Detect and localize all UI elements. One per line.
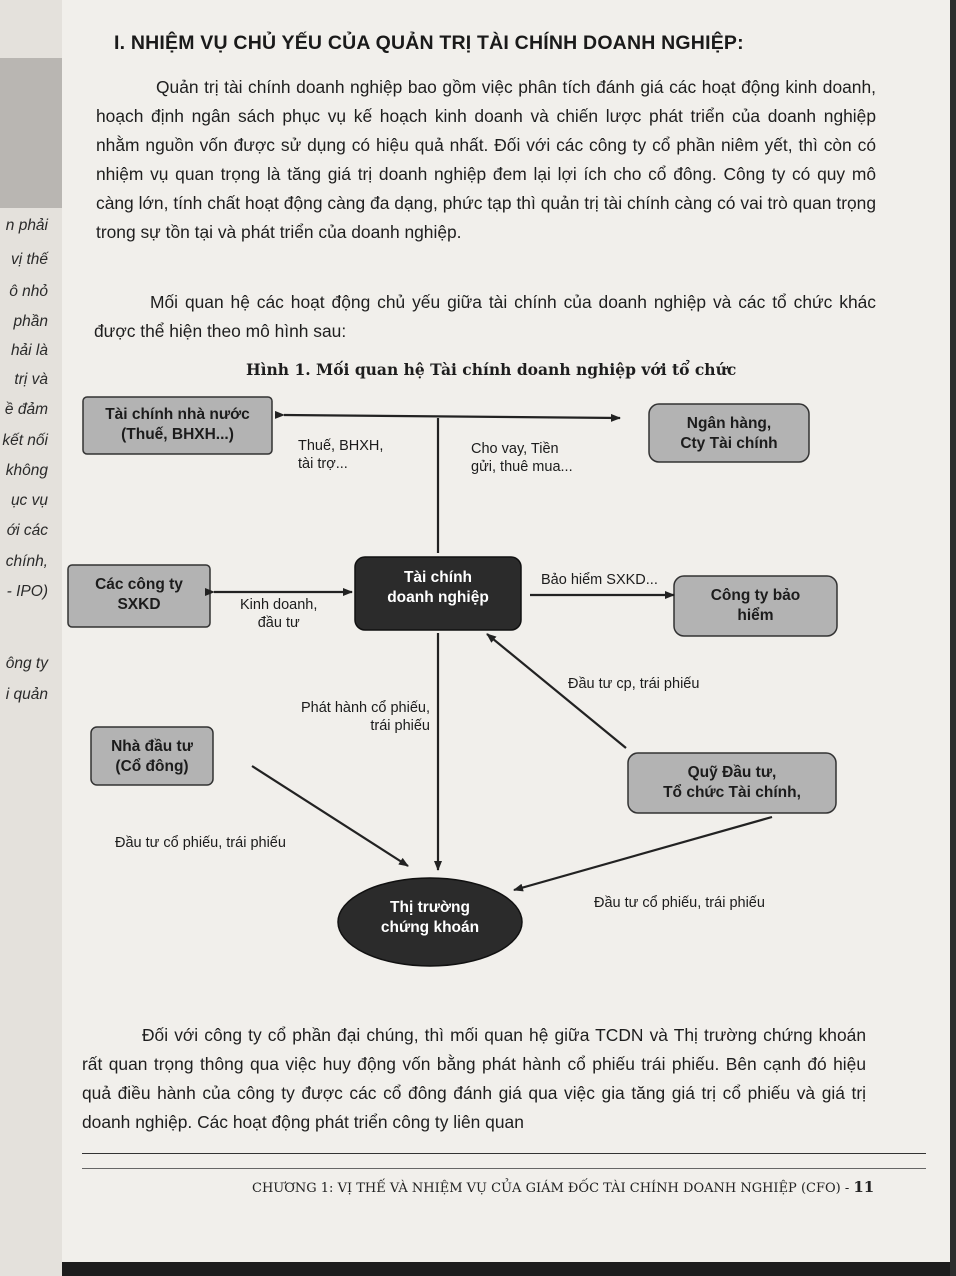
insurance-flow-label: Bảo hiểm SXKD... xyxy=(541,572,658,588)
bank-label xyxy=(649,414,809,454)
adjacent-text-fragment: n phải xyxy=(5,217,48,234)
companies-label xyxy=(68,575,210,615)
stock-market-line-1: Thị trường xyxy=(390,899,470,916)
tax-flow-label xyxy=(298,437,383,473)
adjacent-text-fragment: ục vụ xyxy=(10,492,48,509)
funds-label xyxy=(628,763,836,803)
closing-paragraph: Đối với công ty cổ phần đại chúng, thì mối quan hệ giữa TCDN và Thị trường chứng khoán rất quan trọng thông qua việc huy động vốn bằng phát hành cổ phiếu trái phiếu. Bên cạnh đó hiệu quả điều hành của công ty được các cổ đông đánh giá qua việc gia tăng giá trị cổ phiếu và giá trị doanh nghiệp. Các hoạt động phát triển công ty liên quan xyxy=(82,1025,866,1132)
adjacent-text-fragment: ới các xyxy=(6,522,48,539)
issuance-flow-label xyxy=(286,699,430,735)
adjacent-page-shading xyxy=(0,58,62,208)
adjacent-text-fragment: i quản xyxy=(5,686,48,703)
tax-flow-line-1: Thuế, BHXH, xyxy=(298,438,384,454)
enterprise-finance-label xyxy=(355,568,521,608)
companies-line-1: Các công ty xyxy=(95,576,183,593)
fund-flow-label: Đầu tư cp, trái phiếu xyxy=(568,676,700,692)
adjacent-text-fragment: trị và xyxy=(14,371,48,388)
business-flow-label xyxy=(240,596,317,632)
book-page xyxy=(62,0,950,1262)
investors-line-1: Nhà đầu tư xyxy=(111,738,193,755)
bank-line-1: Ngân hàng, xyxy=(686,415,772,432)
business-flow-line-1: Kinh doanh, xyxy=(240,597,318,613)
state-finance-line-1: Tài chính nhà nước xyxy=(105,406,250,423)
footer-divider xyxy=(82,1153,926,1154)
adjacent-page-edge xyxy=(0,0,62,1276)
insurance-label xyxy=(674,586,837,626)
footer-chapter: CHƯƠNG 1: VỊ THẾ VÀ NHIỆM VỤ CỦA GIÁM ĐỐC TÀI CHÍNH DOANH NGHIỆP (CFO) - xyxy=(252,1181,850,1196)
adjacent-text-fragment: hải là xyxy=(10,342,48,359)
funds-line-1: Quỹ Đầu tư, xyxy=(687,764,777,781)
investors-line-2: (Cổ đông) xyxy=(115,758,189,775)
insurance-line-1: Công ty bảo xyxy=(710,587,801,604)
adjacent-text-fragment: kết nối xyxy=(2,432,48,449)
enterprise-finance-line-2: doanh nghiệp xyxy=(387,589,489,606)
figure-caption: Hình 1. Mối quan hệ Tài chính doanh nghiệp với tổ chức xyxy=(246,360,737,379)
state-finance-line-2: (Thuế, BHXH...) xyxy=(121,426,234,443)
adjacent-text-fragment: không xyxy=(5,462,48,479)
state-bank-connector xyxy=(284,415,620,418)
adjacent-text-fragment: ô nhỏ xyxy=(9,283,48,300)
business-flow-line-2: đầu tư xyxy=(257,615,300,631)
relationship-paragraph: Mối quan hệ các hoạt động chủ yếu giữa tài chính của doanh nghiệp và các tổ chức khác được thể hiện theo mô hình sau: xyxy=(94,292,876,341)
page-number: 11 xyxy=(853,1178,875,1196)
adjacent-text-fragment: ề đảm xyxy=(4,401,48,418)
bank-line-2: Cty Tài chính xyxy=(680,435,778,452)
issuance-flow-line-1: Phát hành cổ phiếu, xyxy=(301,700,430,716)
section-heading: I. NHIỆM VỤ CHỦ YẾU CỦA QUẢN TRỊ TÀI CHÍNH DOANH NGHIỆP: xyxy=(114,32,744,54)
fund-market-flow-label: Đầu tư cổ phiếu, trái phiếu xyxy=(594,895,765,911)
stock-market-line-2: chứng khoán xyxy=(380,919,480,936)
enterprise-finance-line-1: Tài chính xyxy=(403,569,473,586)
stock-market-label xyxy=(338,898,522,938)
loan-flow-label xyxy=(471,440,573,476)
loan-flow-line-2: gửi, thuê mua... xyxy=(471,459,573,475)
adjacent-text-fragment: phần xyxy=(13,313,48,330)
state-finance-label xyxy=(83,405,272,445)
funds-line-2: Tổ chức Tài chính, xyxy=(663,784,801,801)
adjacent-text-fragment: chính, xyxy=(5,553,48,570)
page-edge-shadow xyxy=(950,0,956,1276)
investor-flow-label: Đầu tư cổ phiếu, trái phiếu xyxy=(115,835,286,851)
adjacent-text-fragment: vị thế xyxy=(10,251,48,268)
fund-market-arrow xyxy=(514,817,772,890)
intro-paragraph: Quản trị tài chính doanh nghiệp bao gồm việc phân tích đánh giá các hoạt động kinh doanh, hoạch định ngân sách phục vụ kế hoạch kinh doanh và chiến lược phát triển của doanh nghiệp nhằm nguồn vốn được sử dụng có hiệu quả nhất. Đối với các công ty cổ phần niêm yết, thì còn có nhiệm vụ quan trọng là tăng giá trị doanh nghiệp đem lại lợi ích cho cổ đông. Công ty có quy mô càng lớn, tính chất hoạt động càng đa dạng, phức tạp thì quản trị tài chính càng có vai trò quan trọng trong sự tồn tại và phát triển của doanh nghiệp. xyxy=(96,77,876,242)
companies-line-2: SXKD xyxy=(117,596,161,613)
footer-divider xyxy=(82,1168,926,1169)
investors-label xyxy=(91,737,213,777)
loan-flow-line-1: Cho vay, Tiền xyxy=(471,441,559,457)
adjacent-text-fragment: - IPO) xyxy=(6,583,48,600)
adjacent-text-fragment: ông ty xyxy=(5,655,48,672)
insurance-line-2: hiểm xyxy=(737,607,774,624)
issuance-flow-line-2: trái phiếu xyxy=(370,718,430,734)
running-footer xyxy=(252,1178,874,1196)
tax-flow-line-2: tài trợ... xyxy=(298,456,348,472)
